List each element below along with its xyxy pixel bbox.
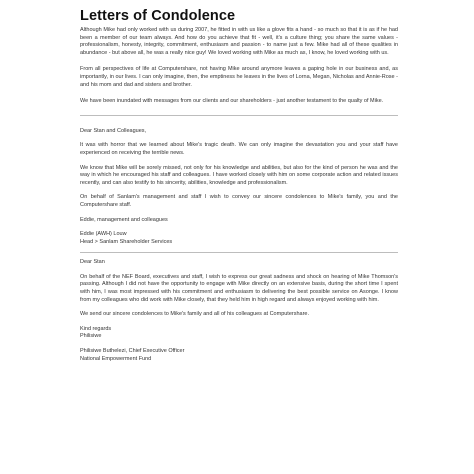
page-title: Letters of Condolence [80, 8, 236, 24]
letter1-signature-name: Eddie (AWH) Louw [80, 231, 127, 238]
letter2-salutation: Dear Stan [80, 259, 105, 266]
letter-sanlam [80, 128, 398, 247]
letter1-paragraph-2: We know that Mike will be sorely missed, not only for his knowledge and abilities, but also for the kind of person he was and the way in which he encouraged his staff and colleagues. I have worked closely with him on some corporate action and related issues recently, and can also testify to his sincerity, abilities, knowledge and professionalism. [80, 164, 398, 186]
letter1-paragraph-1: It was with horror that we learned about Mike's tragic death. We can only imagine the devastation you and your staff have experienced on receiving the terrible news. [80, 142, 398, 156]
section-divider-2 [80, 252, 398, 253]
letter1-paragraph-3: On behalf of Sanlam's management and staff I wish to convey our sincere condolences to Mike's family, you and the Computershare staff. [80, 194, 398, 208]
letter-nef [80, 259, 398, 363]
intro-paragraph-2: From all perspectives of life at Computershare, not having Mike around anymore leaves a gaping hole in our business and, as importantly, in our lives. I can only imagine, then, the emptiness he leaves in the lives of Lorna, Megan, Nicholas and Annie-Rose - and his mom and dad and sisters and brother. [80, 66, 398, 88]
section-divider [80, 115, 398, 116]
document-page [80, 8, 398, 363]
letter2-closing-2: Philisiwe [80, 333, 102, 340]
letter2-closing-1: Kind regards [80, 325, 112, 332]
letter1-signature-title: Head > Sanlam Shareholder Services [80, 238, 173, 245]
intro-paragraph-1: Although Mike had only worked with us during 2007, he fitted in with us like a glove fits a hand - so much so that it is as if he had been a member of our team always. And how do you achieve that fit - well, it's a culture thing; you share the same values - professionalism, honesty, integrity, commitment, enthusiasm and passion - to name just a few. Mike had all of these qualities in abundance - but above all, he was a really nice guy! We loved working with Mike as much as, I know, he loved working with us. [80, 27, 398, 56]
letter2-paragraph-1: On behalf of the NEF Board, executives and staff, I wish to express our great sadness and shock on hearing of Mike Thomson's passing. Although I did not have the opportunity to engage with Mike directly on an extensive basis, during the short time I spent with him, I was most impressed with his commitment and enthusiasm to delivering the best possible service on Asonge. I know from my colleagues who did work with Mike closely, that they held him in high regard and always enjoyed working with him. [80, 273, 398, 303]
letter1-closing: Eddie, management and colleagues [80, 216, 168, 223]
letter1-salutation: Dear Stan and Colleagues, [80, 127, 147, 134]
letter2-paragraph-2: We send our sincere condolences to Mike's family and all of his colleagues at Computershare. [80, 311, 310, 318]
intro-paragraph-3: We have been inundated with messages from our clients and our shareholders - just another testament to the qualty of Mike. [80, 98, 384, 105]
letter2-signature-org: National Empowerment Fund [80, 355, 152, 362]
letter2-signature-name: Philisiwe Buthelezi, Chief Executive Officer [80, 348, 185, 355]
